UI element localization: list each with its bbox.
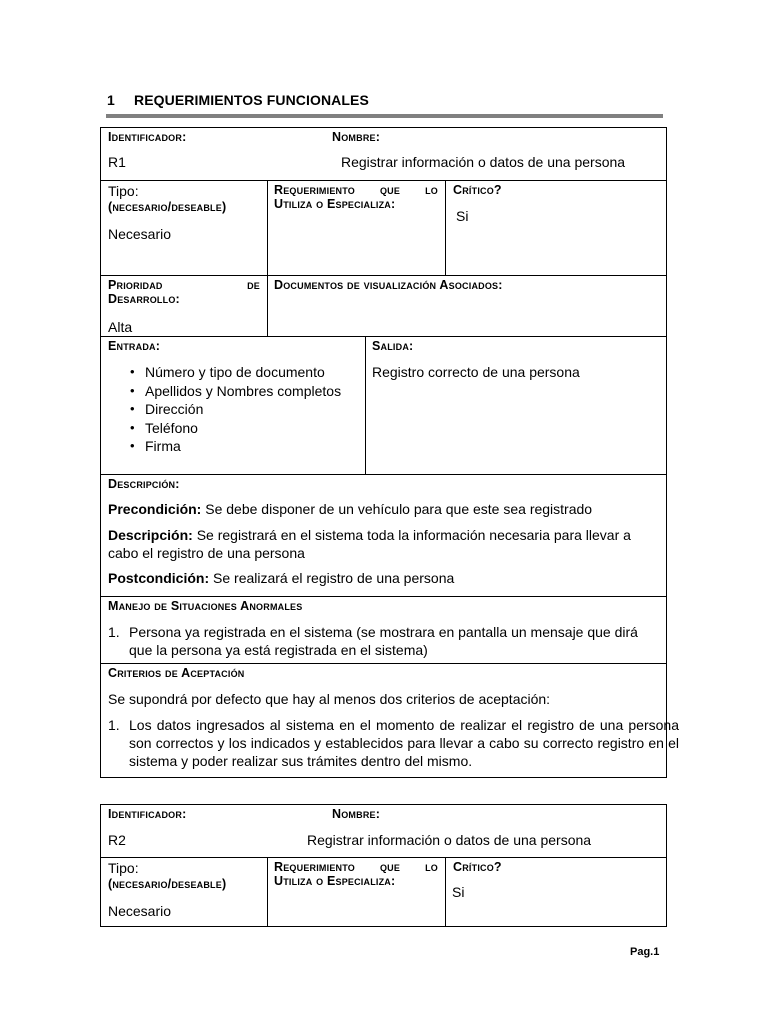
row-tipo — [101, 180, 666, 275]
critico-label: Crítico? — [453, 183, 502, 197]
tipo-value: Necesario — [108, 226, 172, 242]
section-number: 1 — [107, 92, 115, 108]
requirement-table-r2 — [100, 804, 667, 927]
identificador-label: Identificador: — [108, 807, 187, 821]
heading-rule — [106, 114, 663, 118]
list-item: • Apellidos y Nombres completos — [101, 382, 363, 401]
manejo-list — [101, 623, 656, 659]
documentos-label: Documentos de visualización Asociados: — [274, 278, 503, 292]
tipo-value: Necesario — [108, 903, 172, 919]
page-number: Pag.1 — [630, 946, 660, 958]
divider — [445, 181, 446, 275]
nombre-value: Registrar información o datos de una persona — [341, 154, 626, 170]
row-criterios — [101, 663, 679, 777]
list-item: 1. Los datos ingresados al sistema en el momento de realizar el registro de una persona son correctos y los indicados y establecidos para llevar a cabo su correcto registro en el sistema y poder realizar sus trámites dentro del mismo. — [108, 717, 679, 769]
section-heading — [107, 92, 369, 108]
tipo-label: Tipo: — [108, 860, 139, 876]
list-item: 1. Persona ya registrada en el sistema (se mostrara en pantalla un mensaje que dirá que la persona ya está registrada en el sistema) — [108, 624, 638, 658]
tipo-label: Tipo: — [108, 183, 139, 199]
divider — [445, 858, 446, 926]
salida-value: Registro correcto de una persona — [372, 364, 580, 380]
list-item: • Firma — [101, 437, 363, 456]
criterios-label: Criterios de Aceptación — [108, 666, 245, 680]
identificador-value: R2 — [108, 832, 126, 848]
tipo-sub-label: (necesario/deseable) — [108, 877, 227, 891]
tipo-sub-label: (necesario/deseable) — [108, 200, 227, 214]
identificador-value: R1 — [108, 154, 126, 170]
entrada-list — [101, 363, 363, 456]
descripcion: Descripción: Se registrará en el sistema toda la información necesaria para llevar a cabo el registro de una persona — [108, 527, 631, 561]
list-item: • Número y tipo de documento — [101, 363, 363, 382]
nombre-value: Registrar información o datos de una persona — [307, 832, 592, 848]
row-entrada-salida — [101, 336, 666, 474]
critico-value: Si — [456, 208, 469, 224]
salida-label: Salida: — [372, 339, 414, 353]
divider — [267, 181, 268, 275]
row-identifier — [101, 805, 666, 857]
descripcion-header: Descripción: — [108, 477, 180, 491]
nombre-label: Nombre: — [332, 807, 381, 821]
list-item: • Teléfono — [101, 419, 363, 438]
prioridad-label: Prioridad de Desarrollo: — [108, 278, 260, 306]
critico-label: Crítico? — [453, 860, 502, 874]
entrada-label: Entrada: — [108, 339, 161, 353]
nombre-label: Nombre: — [332, 130, 381, 144]
row-identifier — [101, 128, 666, 180]
list-item: • Dirección — [101, 400, 363, 419]
criterios-list — [101, 716, 679, 770]
row-prioridad — [101, 275, 666, 336]
row-descripcion — [101, 474, 666, 596]
requerimiento-label: Requerimiento que lo Utiliza o Especializa: — [274, 860, 438, 888]
row-tipo — [101, 857, 666, 926]
postcondicion: Postcondición: Se realizará el registro de una persona — [108, 570, 455, 586]
divider — [267, 858, 268, 926]
critico-value: Si — [452, 884, 465, 900]
section-title: REQUERIMIENTOS FUNCIONALES — [134, 92, 369, 108]
row-manejo — [101, 596, 666, 663]
identificador-label: Identificador: — [108, 130, 187, 144]
precondicion: Precondición: Se debe disponer de un vehículo para que este sea registrado — [108, 501, 593, 517]
manejo-label: Manejo de Situaciones Anormales — [108, 599, 303, 613]
criterios-intro: Se supondrá por defecto que hay al menos dos criterios de aceptación: — [108, 691, 551, 707]
requirement-table-r1 — [100, 127, 679, 778]
divider — [267, 276, 268, 336]
prioridad-value: Alta — [108, 319, 133, 335]
requerimiento-label: Requerimiento que lo Utiliza o Especializa: — [274, 183, 438, 211]
divider — [365, 337, 366, 474]
